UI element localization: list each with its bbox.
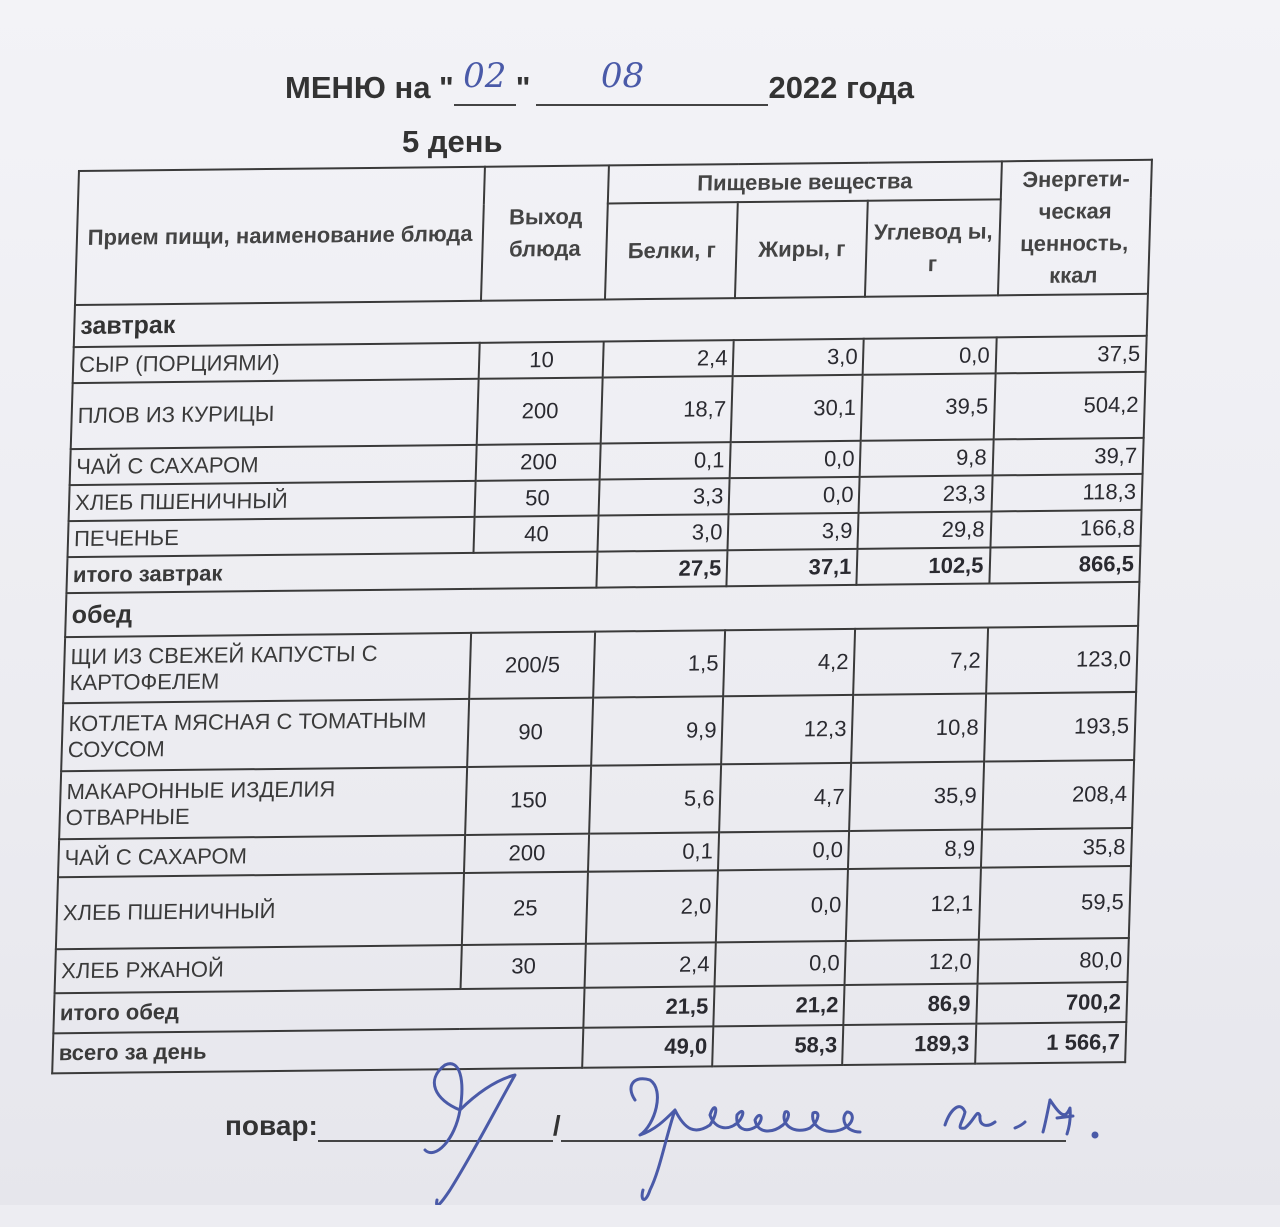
col-meal-header: Прием пищи, наименование блюда xyxy=(75,167,485,305)
menu-table xyxy=(51,159,1153,1075)
title-prefix: МЕНЮ на " xyxy=(285,70,454,105)
dish-protein: 18,7 xyxy=(601,376,733,443)
dish-fat: 0,0 xyxy=(715,941,846,986)
dish-name: МАКАРОННЫЕ ИЗДЕЛИЯ ОТВАРНЫЕ xyxy=(59,767,467,839)
dish-protein: 2,4 xyxy=(603,340,734,377)
col-carbs-header: Углевод ы, г xyxy=(865,199,1000,296)
table-row xyxy=(71,372,1146,449)
total-carbs: 86,9 xyxy=(844,984,977,1025)
menu-title xyxy=(285,56,914,106)
total-protein: 21,5 xyxy=(584,986,715,1027)
total-energy: 700,2 xyxy=(976,982,1128,1024)
total-energy: 866,5 xyxy=(989,546,1140,584)
dish-output: 150 xyxy=(466,766,592,835)
dish-fat: 3,0 xyxy=(733,339,864,376)
dish-carbs: 12,0 xyxy=(845,940,978,985)
dish-protein: 9,9 xyxy=(592,696,724,765)
day-total-protein: 49,0 xyxy=(583,1026,714,1067)
total-protein: 27,5 xyxy=(597,550,728,587)
dish-protein: 1,5 xyxy=(594,630,726,697)
dish-name: ПЕЧЕНЬЕ xyxy=(68,517,475,557)
dish-carbs: 8,9 xyxy=(848,830,981,869)
dish-carbs: 35,9 xyxy=(850,762,984,831)
dish-output: 40 xyxy=(474,516,599,553)
day-number: 5 день xyxy=(402,124,503,159)
dish-energy: 37,5 xyxy=(995,336,1146,374)
dish-carbs: 12,1 xyxy=(846,868,980,941)
day-total-label: всего за день xyxy=(52,1028,584,1074)
section-title: завтрак xyxy=(74,294,1148,347)
dish-energy: 39,7 xyxy=(992,438,1143,476)
dish-fat: 30,1 xyxy=(731,375,863,442)
cook-label: повар: xyxy=(225,1110,318,1141)
dish-name: СЫР (ПОРЦИЯМИ) xyxy=(73,343,480,383)
dish-energy: 35,8 xyxy=(981,828,1133,868)
table-row xyxy=(63,626,1138,703)
dish-protein: 3,3 xyxy=(599,478,730,515)
handwritten-signature xyxy=(365,1040,1125,1220)
dish-fat: 4,7 xyxy=(720,763,852,832)
dish-output: 25 xyxy=(462,872,588,945)
col-nutrients-header: Пищевые вещества xyxy=(608,161,1001,203)
dish-fat: 0,0 xyxy=(718,831,849,870)
table-row xyxy=(59,760,1134,839)
dish-energy: 208,4 xyxy=(982,760,1134,830)
dish-energy: 504,2 xyxy=(993,372,1145,440)
dish-output: 90 xyxy=(468,698,594,767)
dish-fat: 0,0 xyxy=(730,441,861,478)
dish-name: КОТЛЕТА МЯСНАЯ С ТОМАТНЫМ СОУСОМ xyxy=(61,699,469,771)
dish-carbs: 0,0 xyxy=(863,337,996,374)
dish-output: 10 xyxy=(479,342,604,379)
dish-protein: 5,6 xyxy=(589,764,721,833)
day-handwritten: 02 xyxy=(463,56,507,96)
day-total-carbs: 189,3 xyxy=(843,1024,976,1065)
next-page-edge xyxy=(0,1205,1280,1227)
signature-separator: / xyxy=(552,1110,561,1141)
dish-energy: 123,0 xyxy=(986,626,1138,694)
dish-carbs: 23,3 xyxy=(859,475,992,512)
total-carbs: 102,5 xyxy=(857,547,990,584)
dish-protein: 0,1 xyxy=(600,442,731,479)
dish-energy: 166,8 xyxy=(990,510,1141,548)
dish-energy: 193,5 xyxy=(984,692,1136,762)
dish-protein: 2,0 xyxy=(586,870,718,943)
dish-fat: 0,0 xyxy=(716,869,848,942)
title-quote: " xyxy=(515,70,531,105)
dish-output: 200/5 xyxy=(470,632,596,699)
dish-fat: 4,2 xyxy=(724,629,856,696)
table-row xyxy=(61,692,1136,771)
col-energy-header: Энергети- ческая ценность, ккал xyxy=(998,160,1152,296)
dish-name: ХЛЕБ ПШЕНИЧНЫЙ xyxy=(69,481,476,521)
dish-carbs: 29,8 xyxy=(858,511,991,548)
dish-energy: 118,3 xyxy=(991,474,1142,512)
dish-name: ХЛЕБ РЖАНОЙ xyxy=(55,945,463,993)
dish-carbs: 9,8 xyxy=(860,439,993,476)
col-output-header: Выход блюда xyxy=(481,165,609,300)
col-protein-header: Белки, г xyxy=(605,202,738,299)
dish-output: 200 xyxy=(476,444,601,481)
dish-energy: 59,5 xyxy=(978,866,1131,940)
dish-fat: 3,9 xyxy=(728,513,859,550)
dish-carbs: 7,2 xyxy=(854,627,988,694)
dish-carbs: 10,8 xyxy=(852,694,986,763)
dish-energy: 80,0 xyxy=(977,938,1129,984)
dish-fat: 0,0 xyxy=(729,477,860,514)
total-fat: 21,2 xyxy=(714,985,845,1026)
col-fat-header: Жиры, г xyxy=(735,201,868,298)
section-title: обед xyxy=(65,582,1139,637)
dish-name: ХЛЕБ ПШЕНИЧНЫЙ xyxy=(56,873,465,949)
dish-protein: 0,1 xyxy=(588,832,719,871)
total-fat: 37,1 xyxy=(727,549,858,586)
dish-protein: 2,4 xyxy=(585,942,716,987)
month-handwritten: 08 xyxy=(600,56,645,96)
dish-protein: 3,0 xyxy=(598,514,729,551)
total-label: итого обед xyxy=(53,988,585,1034)
dish-output: 200 xyxy=(477,378,603,445)
dish-carbs: 39,5 xyxy=(861,373,995,440)
table-row xyxy=(56,866,1131,949)
month-blank xyxy=(536,56,768,106)
dish-name: ЩИ ИЗ СВЕЖЕЙ КАПУСТЫ С КАРТОФЕЛЕМ xyxy=(63,633,471,703)
day-total-fat: 58,3 xyxy=(713,1025,844,1066)
year-suffix: 2022 года xyxy=(768,70,914,105)
dish-name: ЧАЙ С САХАРОМ xyxy=(58,835,466,877)
total-label: итого завтрак xyxy=(66,552,597,594)
dish-fat: 12,3 xyxy=(722,695,854,764)
dish-name: ПЛОВ ИЗ КУРИЦЫ xyxy=(71,379,479,449)
dish-output: 200 xyxy=(464,834,589,873)
dish-name: ЧАЙ С САХАРОМ xyxy=(70,445,477,485)
dish-output: 50 xyxy=(475,480,600,517)
day-total-energy: 1 566,7 xyxy=(975,1022,1127,1064)
dish-output: 30 xyxy=(461,944,586,989)
